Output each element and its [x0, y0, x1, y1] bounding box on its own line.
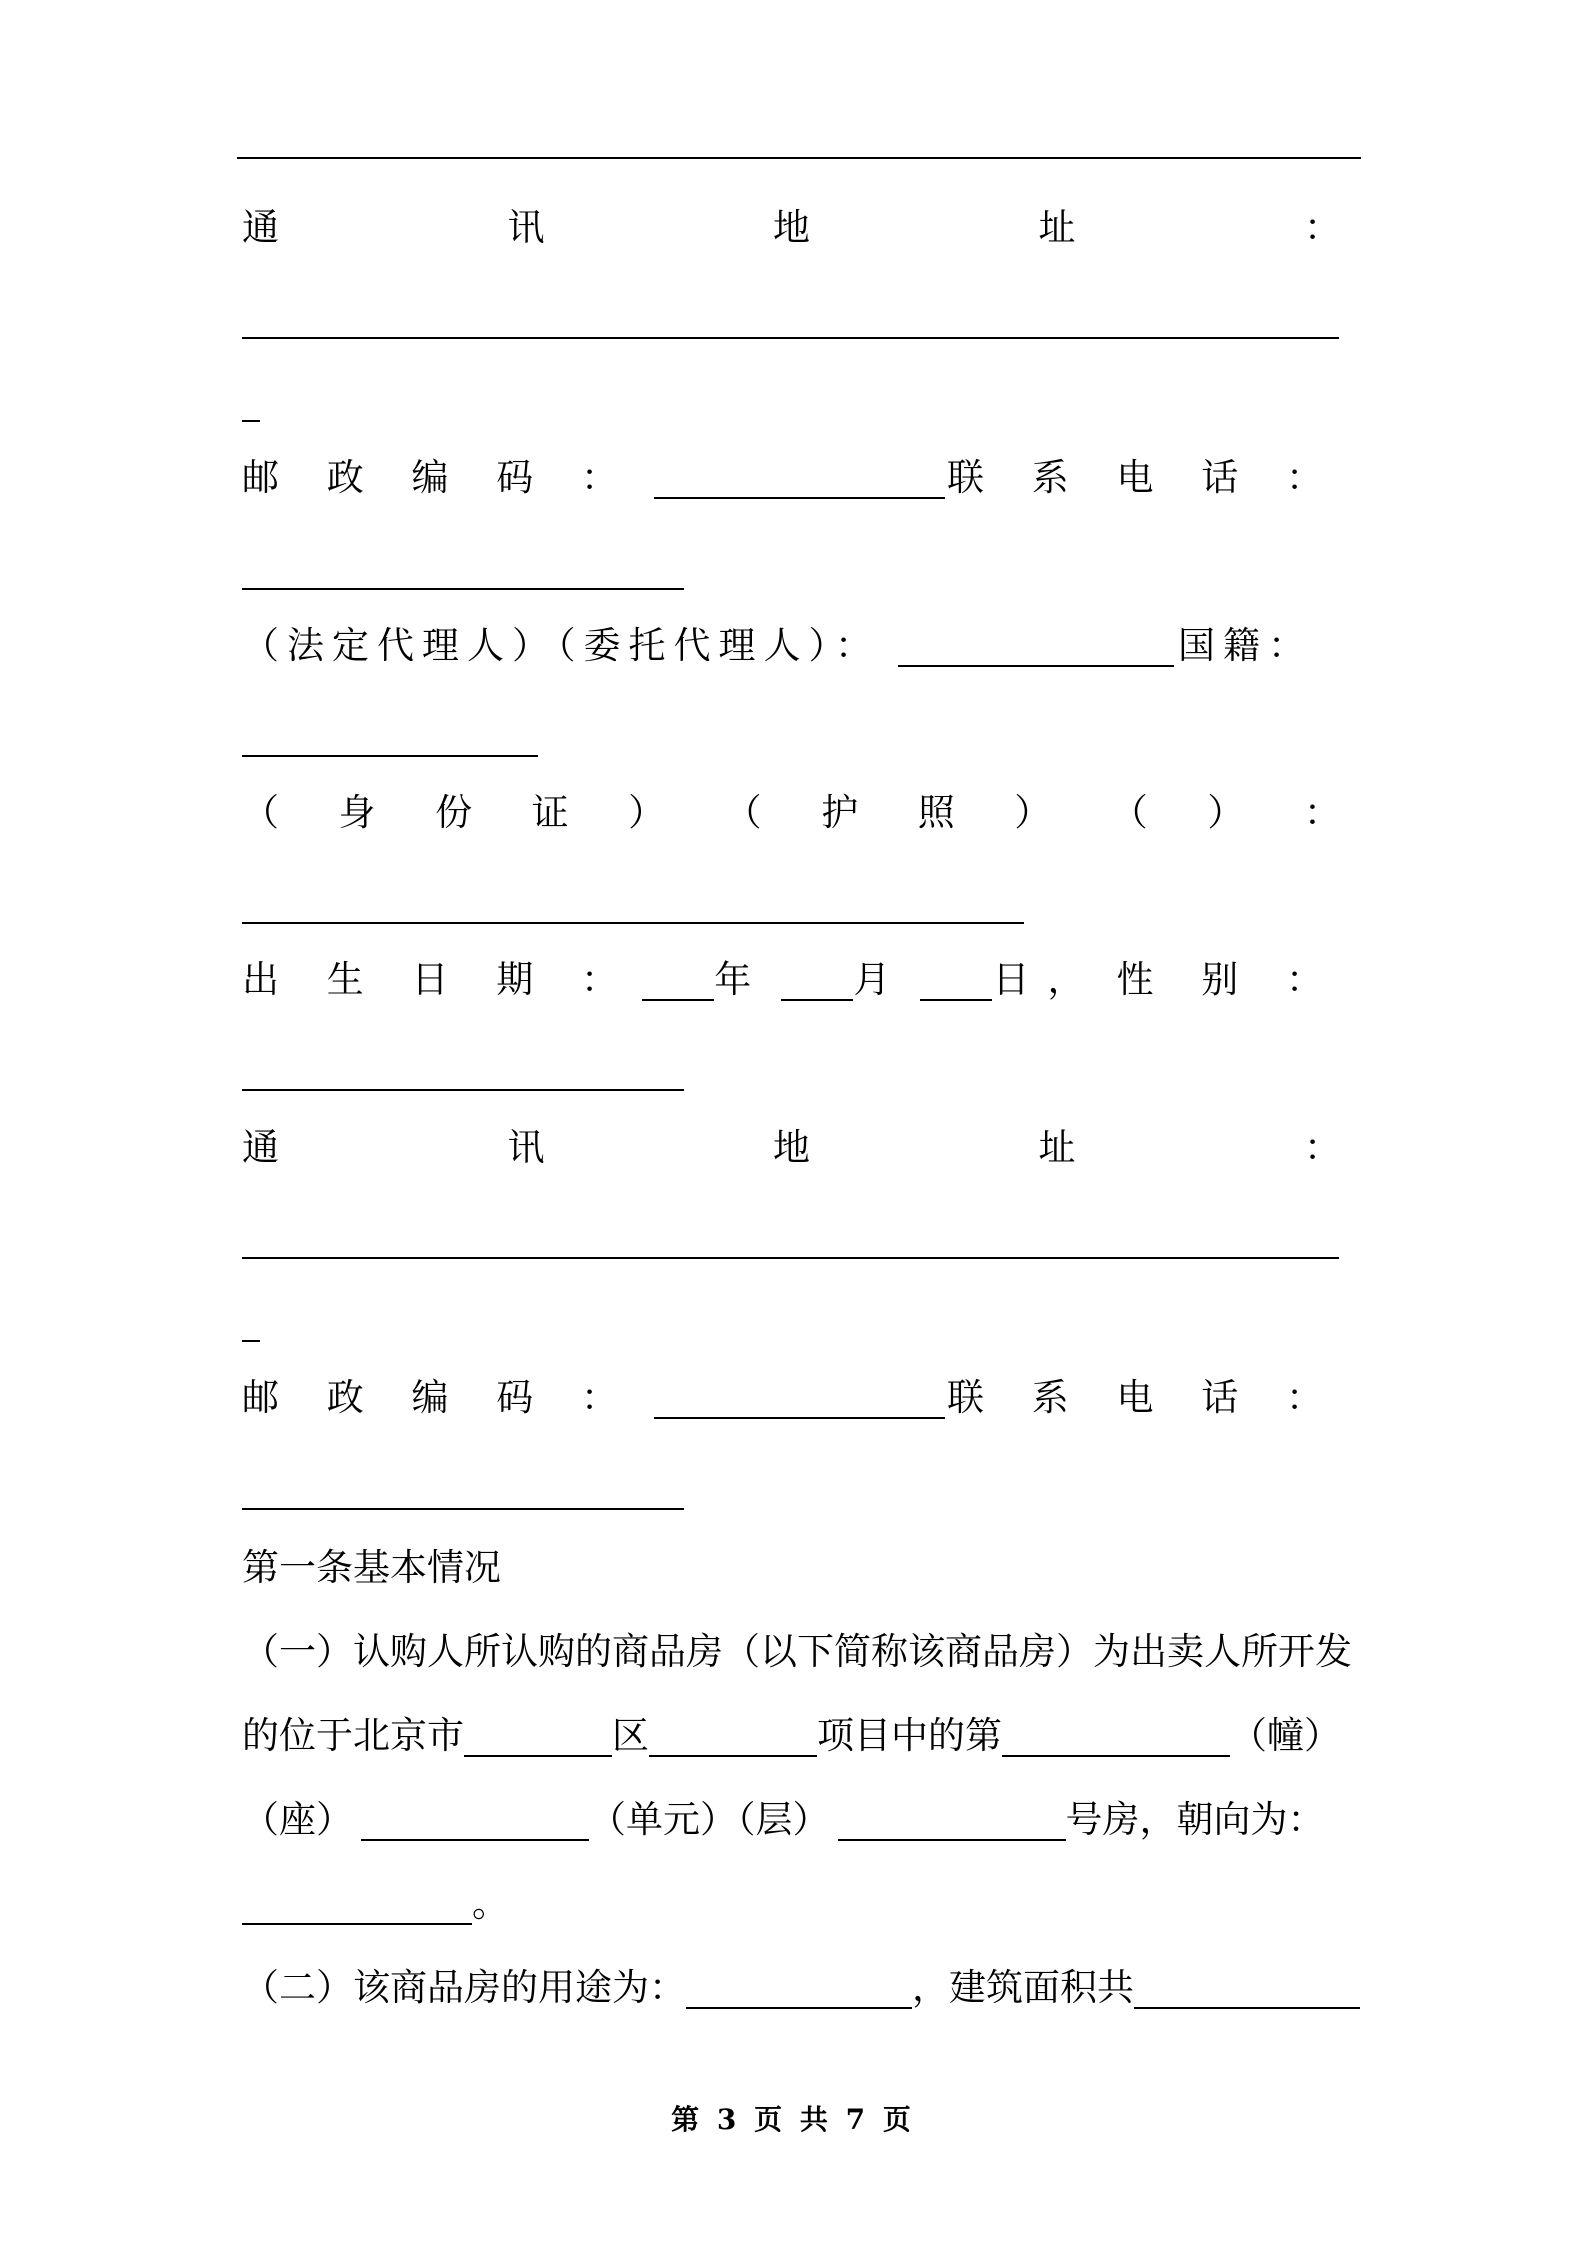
- agent-name-blank[interactable]: [898, 635, 1174, 667]
- postal-blank[interactable]: [654, 1387, 945, 1419]
- id-char: ：: [1303, 791, 1341, 834]
- agent-line: [242, 616, 1341, 676]
- id-char: （: [242, 791, 279, 834]
- day-label: 日，: [992, 958, 1103, 1001]
- id-char: （: [724, 791, 762, 834]
- unit-floor-blank[interactable]: [838, 1809, 1066, 1841]
- project-blank[interactable]: [649, 1725, 817, 1757]
- article-p1-line1: （一）认购人所认购的商品房（以下简称该商品房）为出卖人所开发: [242, 1630, 1352, 1673]
- address-char: 地: [773, 1126, 810, 1169]
- address-blank-1-tail[interactable]: [242, 420, 260, 422]
- article-p1-line4: 。: [242, 1874, 1360, 1934]
- header-rule: [237, 157, 1361, 159]
- address-label-line-1: [242, 198, 1341, 258]
- id-char: ）: [1207, 791, 1245, 834]
- address-char: 地: [773, 206, 810, 249]
- article-p2-line1: （二）该商品房的用途为： ，建筑面积共: [242, 1958, 1360, 2018]
- id-char: ）: [628, 791, 666, 834]
- phone-blank-1[interactable]: [242, 588, 684, 590]
- gender-blank[interactable]: [242, 1089, 684, 1091]
- month-label: 月: [853, 958, 891, 1001]
- article-p1-line2: 的位于北京市 区 项目中的第 （幢）: [242, 1714, 1341, 1757]
- id-type-line: [242, 783, 1341, 843]
- id-char: （: [1110, 791, 1148, 834]
- phone-label: 联 系 电 话 ：: [946, 1376, 1341, 1419]
- address-blank-1[interactable]: [242, 337, 1339, 339]
- nationality-label: 国籍：: [1178, 624, 1313, 667]
- address-char: 通: [242, 206, 279, 249]
- birth-year-blank[interactable]: [642, 969, 714, 1001]
- id-char: 身: [338, 791, 376, 834]
- id-char: 照: [917, 791, 955, 834]
- article-p1-line3: （座） （单元）（层） 号房，朝向为：: [242, 1798, 1325, 1841]
- phone-blank-2[interactable]: [242, 1508, 684, 1510]
- birth-day-blank[interactable]: [920, 969, 992, 1001]
- id-char: ）: [1014, 791, 1052, 834]
- usage-blank[interactable]: [686, 1977, 912, 2009]
- district-blank[interactable]: [464, 1725, 612, 1757]
- nationality-blank[interactable]: [242, 755, 538, 757]
- address-char: 址: [1038, 206, 1076, 249]
- birth-month-blank[interactable]: [781, 969, 853, 1001]
- address-label-line-2: [242, 1118, 1341, 1178]
- article-heading: 第一条基本情况: [242, 1546, 501, 1589]
- area-blank[interactable]: [1134, 1977, 1360, 2009]
- address-blank-2[interactable]: [242, 1257, 1339, 1259]
- address-char: 址: [1038, 1126, 1076, 1169]
- address-char: ：: [1304, 206, 1341, 249]
- agent-label: （法定代理人）（委托代理人）：: [242, 624, 880, 667]
- page-footer: 第 3 页 共 7 页: [671, 2103, 915, 2136]
- postal-label: 邮 政 编 码 ：: [242, 456, 637, 499]
- id-char: 份: [435, 791, 473, 834]
- address-char: 讯: [507, 1126, 545, 1169]
- building-blank[interactable]: [1002, 1725, 1230, 1757]
- birth-line: [242, 950, 1341, 1010]
- address-blank-2-tail[interactable]: [242, 1340, 260, 1342]
- postal-line-1: [242, 448, 1341, 508]
- postal-blank[interactable]: [654, 467, 945, 499]
- id-char: 证: [531, 791, 569, 834]
- id-char: 护: [821, 791, 859, 834]
- orientation-blank[interactable]: [242, 1893, 472, 1925]
- phone-label: 联 系 电 话 ：: [946, 456, 1341, 499]
- address-char: 讯: [507, 206, 545, 249]
- seat-blank[interactable]: [361, 1809, 589, 1841]
- year-label: 年: [714, 958, 752, 1001]
- address-char: 通: [242, 1126, 279, 1169]
- address-char: ：: [1304, 1126, 1341, 1169]
- gender-label: 性 别 ：: [1116, 958, 1341, 1001]
- birth-label: 出 生 日 期 ：: [242, 958, 637, 1001]
- id-number-blank[interactable]: [242, 922, 1024, 924]
- postal-line-2: [242, 1368, 1341, 1428]
- postal-label: 邮 政 编 码 ：: [242, 1376, 637, 1419]
